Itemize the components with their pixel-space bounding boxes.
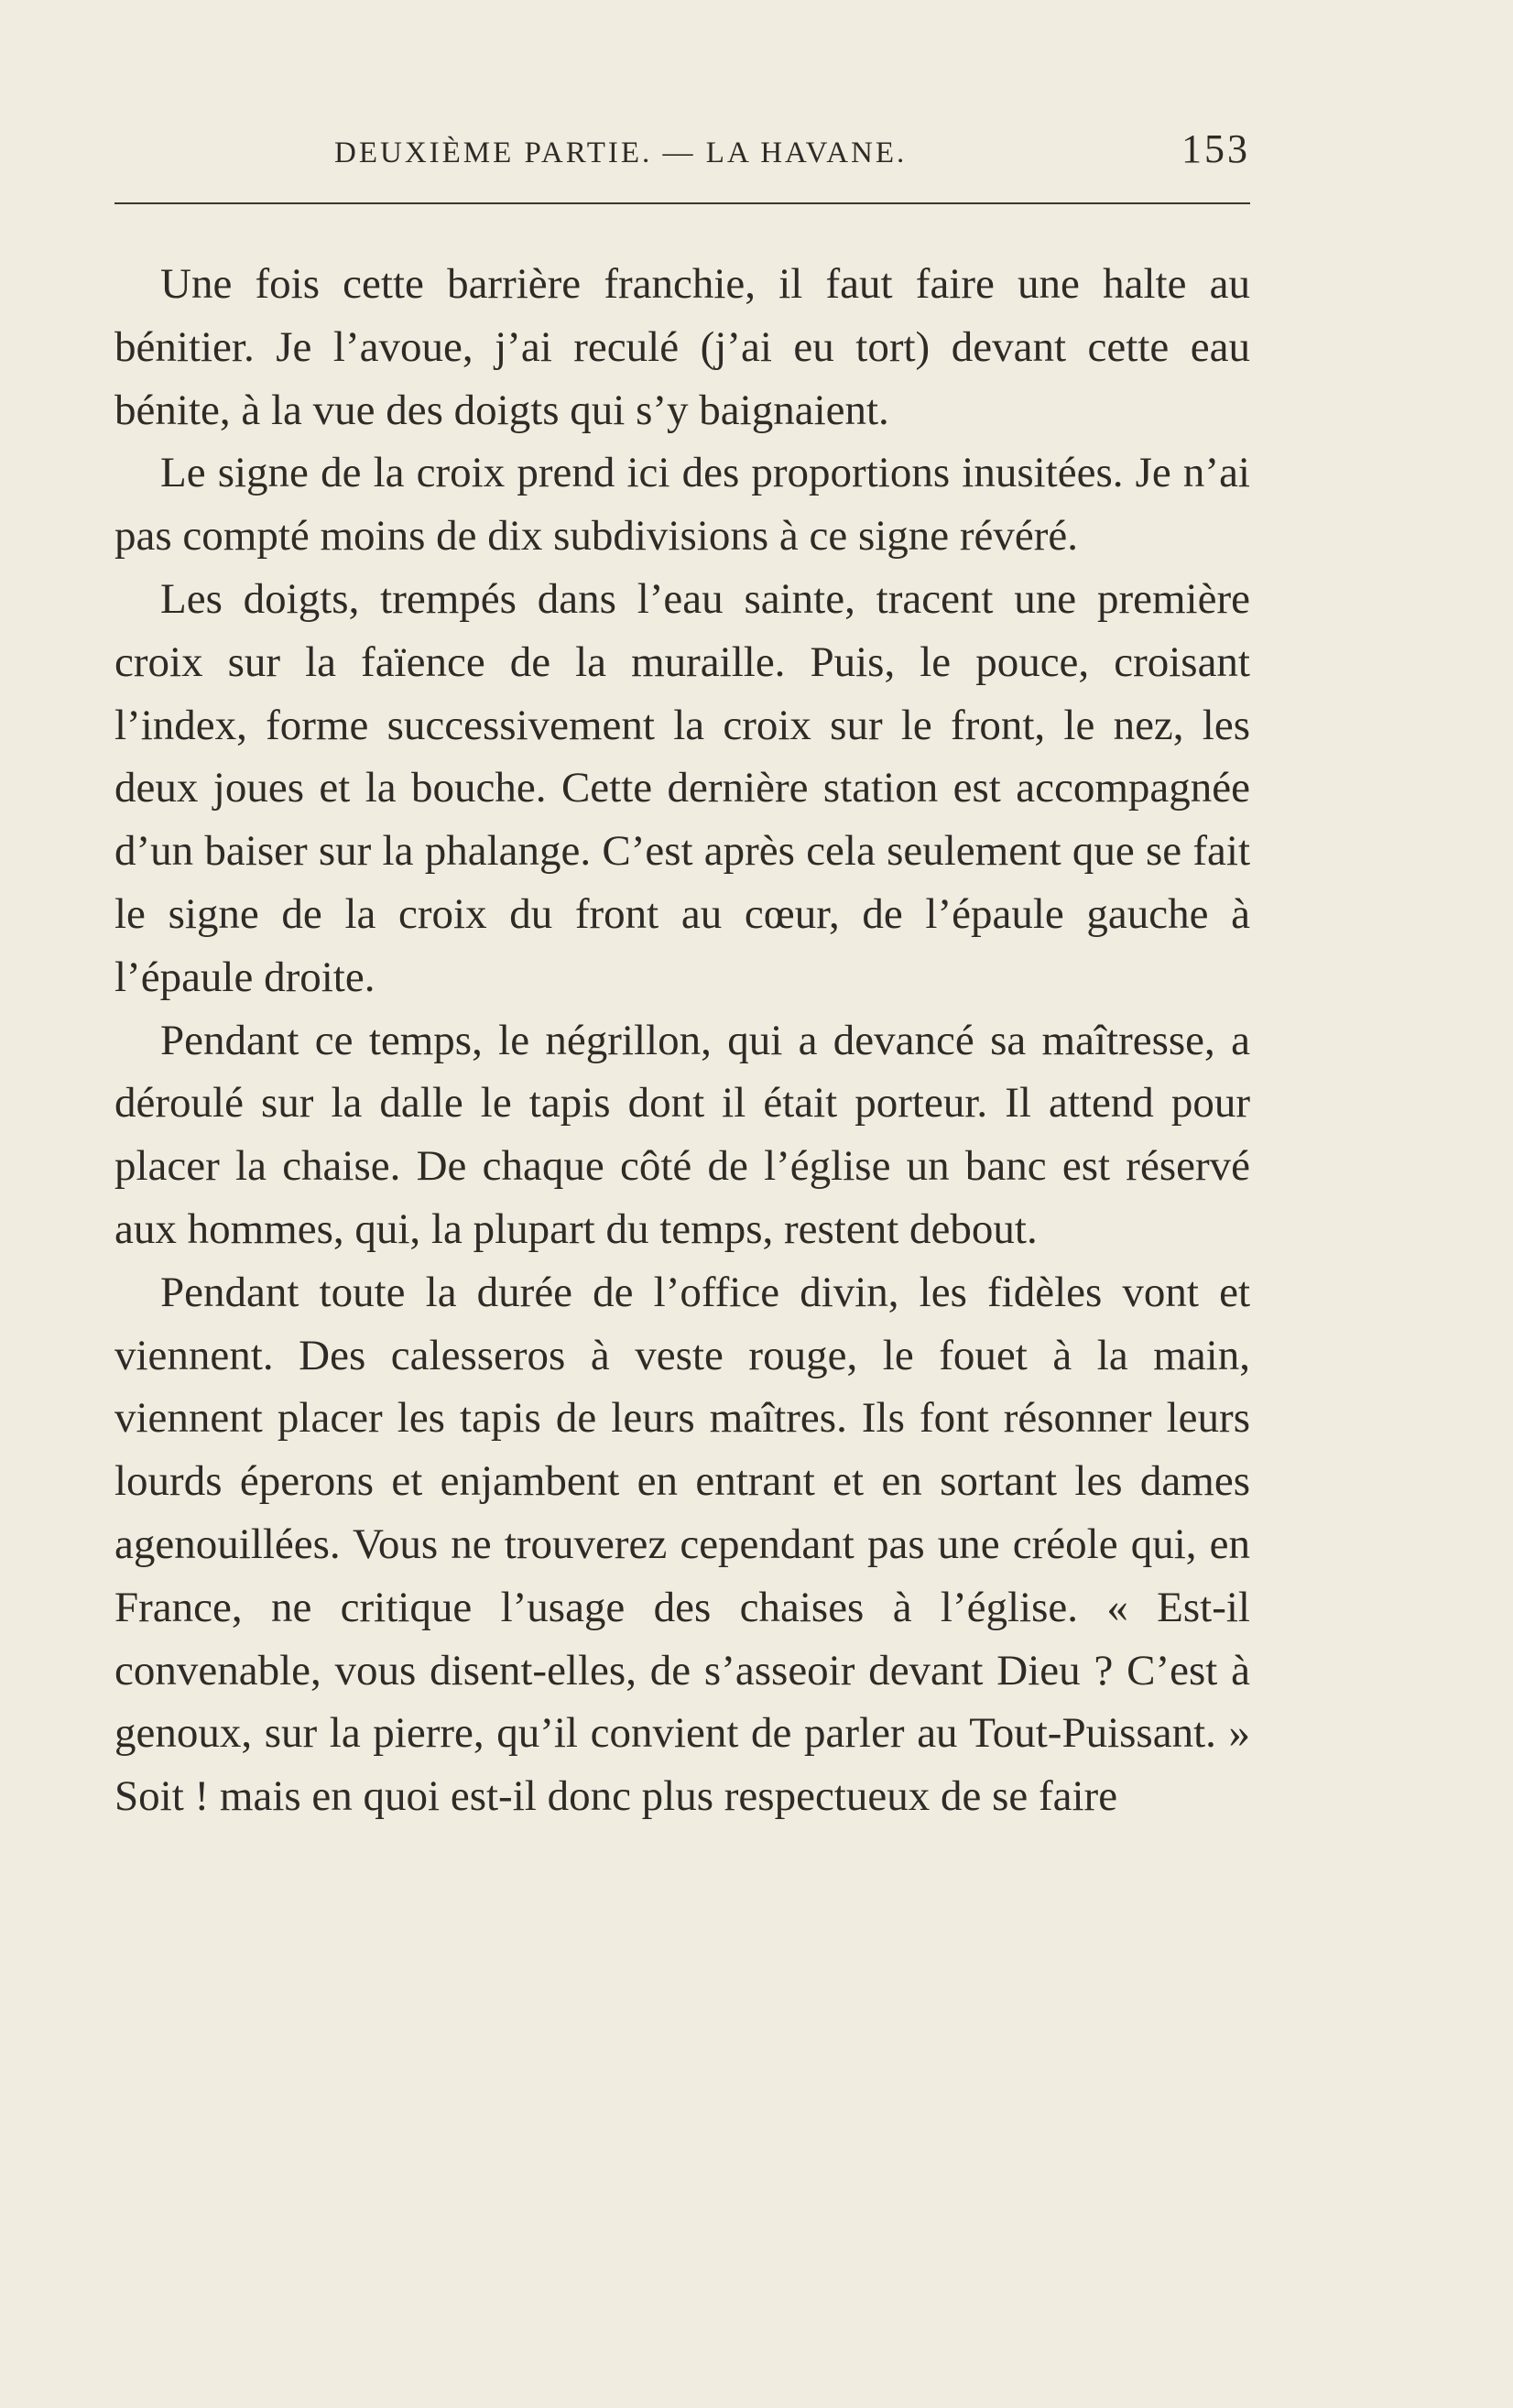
body-text <box>114 253 1250 1828</box>
paragraph: Une fois cette barrière franchie, il faut faire une halte au bénitier. Je l’avoue, j’ai reculé (j’ai eu tort) devant cette eau bénite, à la vue des doigts qui s’y baignaient. <box>114 260 1250 434</box>
page-number: 153 <box>1181 126 1250 171</box>
header-rule <box>114 202 1250 204</box>
paragraph: Pendant ce temps, le négrillon, qui a devancé sa maîtresse, a déroulé sur la dalle le tapis dont il était porteur. Il attend pour placer la chaise. De chaque côté de l’église un banc est réservé aux hommes, qui, la plupart du temps, restent debout. <box>114 1016 1250 1253</box>
paragraph: Les doigts, trempés dans l’eau sainte, tracent une première croix sur la faïence de la muraille. Puis, le pouce, croisant l’index, forme successivement la croix sur le front, le nez, les deux joues et la bouche. Cette dernière station est accompagnée d’un baiser sur la phalange. C’est après cela seulement que se fait le signe de la croix du front au cœur, de l’épaule gauche à l’épaule droite. <box>114 574 1250 1001</box>
paragraph: Pendant toute la durée de l’office divin, les fidèles vont et viennent. Des calesseros à veste rouge, le fouet à la main, viennent placer les tapis de leurs maîtres. Ils font résonner leurs lourds éperons et enjambent en entrant et en sortant les dames agenouillées. Vous ne trouverez cependant pas une créole qui, en France, ne critique l’usage des chaises à l’église. « Est-il convenable, vous disent-elles, de s’asseoir devant Dieu ? C’est à genoux, sur la pierre, qu’il convient de parler au Tout-Puissant. » Soit ! mais en quoi est-il donc plus respectueux de se faire <box>114 1268 1250 1821</box>
paragraph: Le signe de la croix prend ici des proportions inusitées. Je n’ai pas compté moins de dix subdivisions à ce signe révéré. <box>114 449 1250 561</box>
running-head-title: DEUXIÈME PARTIE. — LA HAVANE. <box>334 136 908 169</box>
running-head <box>114 126 1250 176</box>
